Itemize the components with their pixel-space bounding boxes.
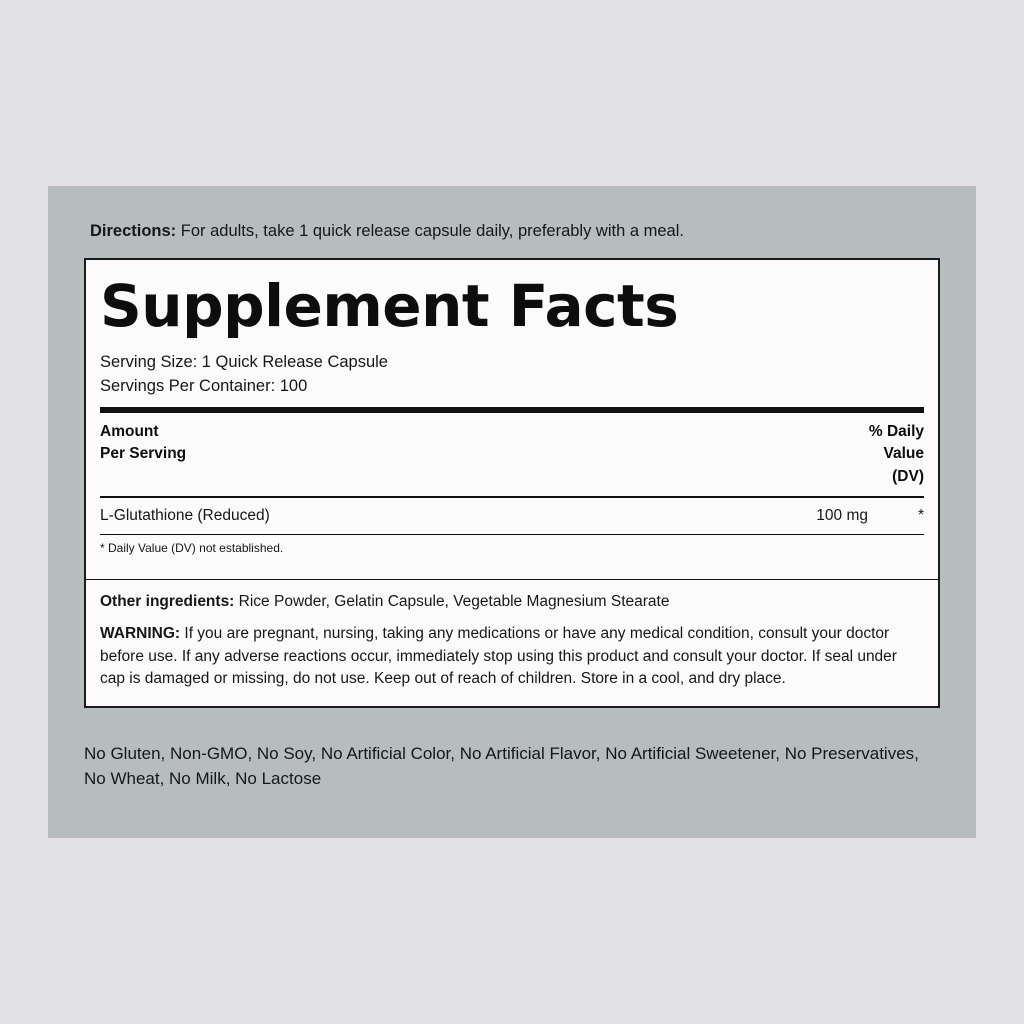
divider-facts-bottom [86, 579, 938, 580]
table-header-row [100, 413, 924, 496]
directions-line [90, 221, 940, 242]
warning-line [100, 623, 924, 690]
warning-label: WARNING: [100, 625, 181, 643]
daily-value-header [869, 421, 924, 488]
warning-text: If you are pregnant, nursing, taking any medications or have any medical condition, consult your doctor before use. If any adverse reactions occur, immediately stop using this product and consult your doctor. If seal under cap is damaged or missing, do not use. Keep out of reach of children. Store in a cool, and dry place. [100, 625, 897, 687]
amount-header-line2: Per Serving [100, 445, 187, 463]
nutrient-amount: 100 mg [816, 507, 868, 525]
supplement-facts-inner [86, 260, 938, 579]
serving-size: Serving Size: 1 Quick Release Capsule [100, 352, 388, 371]
other-ingredients-line [100, 592, 924, 613]
dv-header-line1: % Daily [868, 422, 924, 440]
supplement-facts-box [84, 258, 940, 708]
supplement-facts-title: Supplement Facts [100, 272, 679, 340]
amount-per-serving-header [100, 421, 186, 466]
supplement-label-panel [48, 186, 976, 838]
servings-per-container: Servings Per Container: 100 [100, 376, 308, 395]
nutrient-name: L-Glutathione (Reduced) [100, 507, 270, 525]
daily-value-footnote: * Daily Value (DV) not established. [100, 541, 284, 556]
amount-header-line1: Amount [100, 422, 159, 440]
free-from-claims: No Gluten, Non-GMO, No Soy, No Artificial Color, No Artificial Flavor, No Artificial Sweetener, No Preservatives, No Wheat, No Milk, No Lactose [84, 744, 919, 788]
dv-header-line3: (DV) [892, 467, 924, 485]
directions-label: Directions: [90, 222, 177, 240]
other-ingredients-text: Rice Powder, Gelatin Capsule, Vegetable Magnesium Stearate [234, 593, 670, 611]
directions-text: For adults, take 1 quick release capsule daily, preferably with a meal. [176, 222, 684, 240]
other-ingredients-label: Other ingredients: [100, 593, 235, 611]
dv-header-line2: Value [883, 445, 924, 463]
nutrient-daily-value: * [917, 507, 924, 525]
table-row [100, 498, 924, 534]
